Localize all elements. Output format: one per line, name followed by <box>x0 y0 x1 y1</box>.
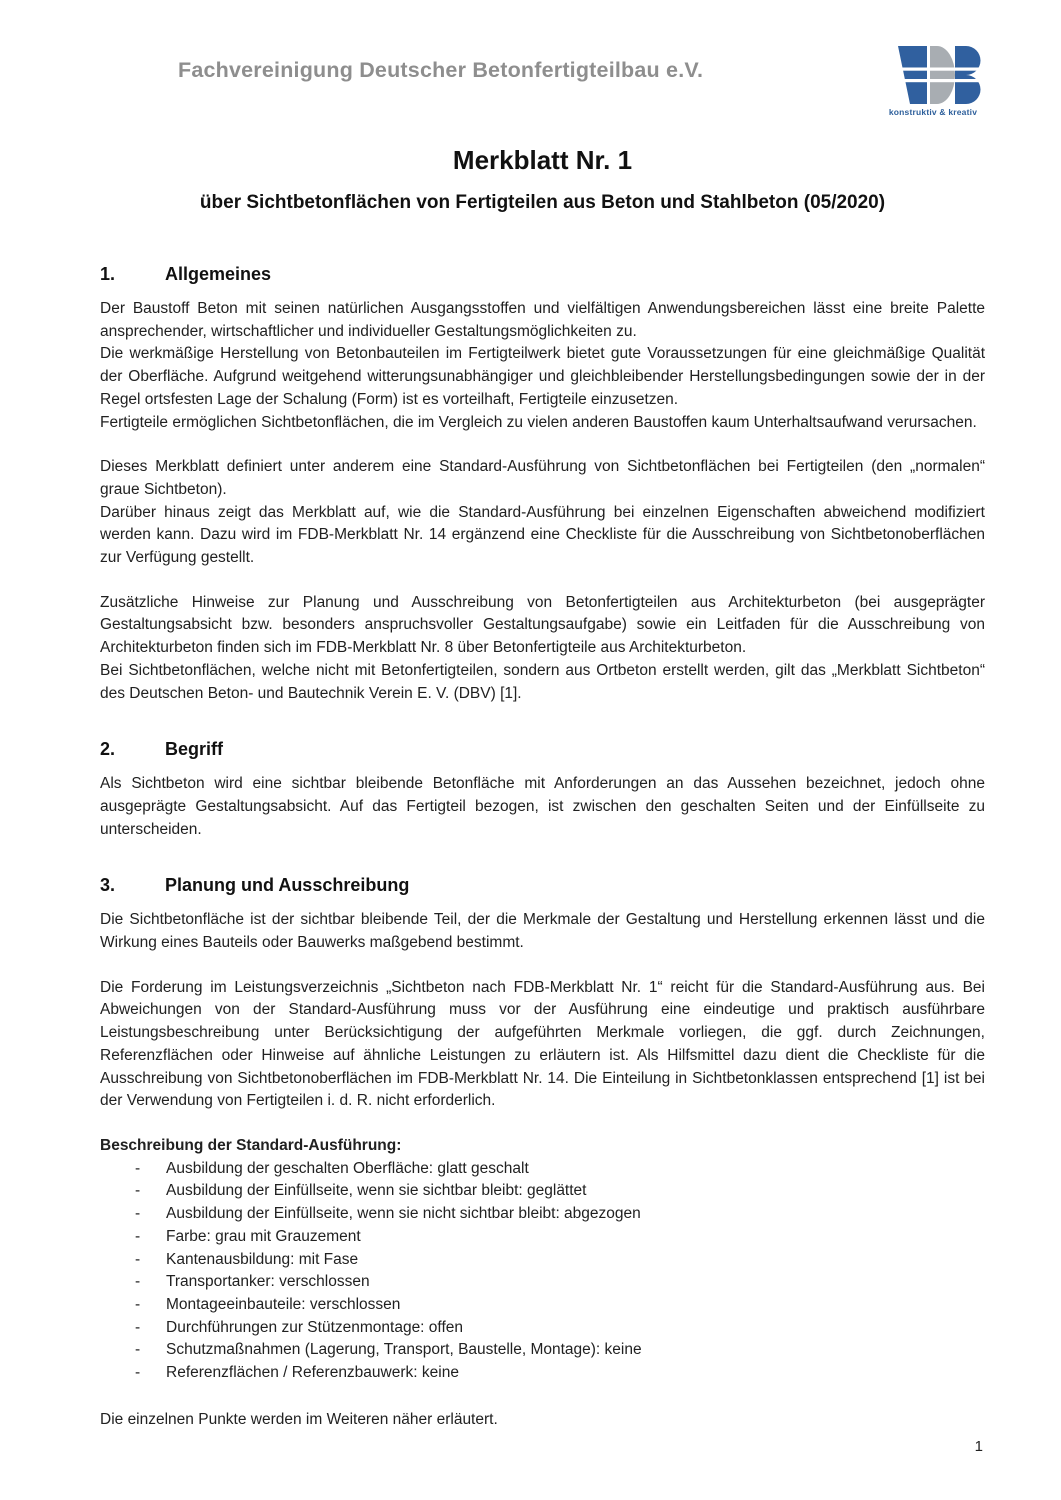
list-item <box>100 1158 985 1181</box>
section-1-title: Allgemeines <box>165 264 272 284</box>
list-item <box>100 1362 985 1385</box>
paragraph: Fertigteile ermöglichen Sichtbetonflächen, die im Vergleich zu vielen anderen Baustoffen kaum Unterhaltsaufwand verursachen. <box>100 413 977 431</box>
standard-execution-list <box>100 1158 985 1385</box>
section-1-body <box>100 298 985 705</box>
dash-bullet: - <box>135 1295 141 1313</box>
section-2-number: 2. <box>100 739 116 760</box>
list-item <box>100 1180 985 1203</box>
section-2-body <box>100 773 985 841</box>
logo-tagline: konstruktiv & kreativ <box>888 107 978 117</box>
list-item-text: Referenzflächen / Referenzbauwerk: keine <box>166 1364 459 1382</box>
paragraph: Die Sichtbetonfläche ist der sichtbar bleibende Teil, der die Merkmale der Gestaltung und Herstellung erkennen lässt und die Wirkung eines Bauteils oder Bauwerks maßgebend bestimmt. <box>100 911 985 952</box>
section-2-heading <box>100 739 985 760</box>
paragraph: Der Baustoff Beton mit seinen natürlichen Ausgangsstoffen und vielfältigen Anwendungsbereichen lässt eine breite Palette ansprechender, wirtschaftlicher und individueller Gestaltungsmöglichkeiten zu. <box>100 300 985 340</box>
list-item-text: Ausbildung der Einfüllseite, wenn sie sichtbar bleibt: geglättet <box>166 1182 587 1200</box>
list-item-text: Schutzmaßnahmen (Lagerung, Transport, Baustelle, Montage): keine <box>166 1341 642 1359</box>
paragraph: Darüber hinaus zeigt das Merkblatt auf, wie die Standard-Ausführung bei einzelnen Eigenschaften abweichend modifiziert werden kann. Dazu wird im FDB-Merkblatt Nr. 14 ergänzend eine Checkliste für die Ausschreibung von Sichtbetonoberflächen zur Verfügung gestellt. <box>100 503 985 567</box>
dash-bullet: - <box>135 1159 141 1177</box>
section-3-body <box>100 909 985 1431</box>
document-subtitle: über Sichtbetonflächen von Fertigteilen aus Beton und Stahlbeton (05/2020) <box>199 192 886 213</box>
list-item-text: Transportanker: verschlossen <box>166 1273 370 1291</box>
paragraph: Die Forderung im Leistungsverzeichnis „Sichtbeton nach FDB-Merkblatt Nr. 1“ reicht für die Standard-Ausführung aus. Bei Abweichungen von der Standard-Ausführung muss vor der Ausführung eine eindeutige und praktisch ausführbare Leistungsbeschreibung unter Berücksichtigung der aufgeführten Merkmale vorliegen, die ggf. durch Zeichnungen, Referenzflächen oder Hinweise auf ähnliche Leistungen zu erläutern ist. Als Hilfsmittel dazu dient die Checkliste für die Ausschreibung von Sichtbetonoberflächen im FDB-Merkblatt Nr. 14. Die Einteilung in Sichtbetonklassen entsprechend [1] ist bei der Verwendung von Fertigteilen i. d. R. nicht erforderlich. <box>100 978 985 1110</box>
list-item <box>100 1249 985 1272</box>
section-1-heading <box>100 264 985 285</box>
dash-bullet: - <box>135 1364 141 1382</box>
fdb-logo-icon <box>883 46 983 104</box>
list-item-text: Farbe: grau mit Grauzement <box>166 1227 361 1245</box>
association-name: Fachvereinigung Deutscher Betonfertigteilbau e.V. <box>178 58 704 82</box>
fdb-logo <box>881 46 985 117</box>
list-item-text: Ausbildung der Einfüllseite, wenn sie nicht sichtbar bleibt: abgezogen <box>166 1205 641 1223</box>
paragraph: Dieses Merkblatt definiert unter anderem eine Standard-Ausführung von Sichtbetonflächen bei Fertigteilen (den „normalen“ graue Sichtbeton). <box>100 458 985 498</box>
list-item <box>100 1294 985 1317</box>
paragraph: Zusätzliche Hinweise zur Planung und Ausschreibung von Betonfertigteilen aus Architekturbeton (bei ausgeprägter Gestaltungsabsicht bzw. besonders anspruchsvoller Gestaltungsaufgabe) sowie ein Leitfaden für die Ausschreibung von Architekturbeton finden sich im FDB-Merkblatt Nr. 8 über Betonfertigteile aus Architekturbeton. <box>100 593 985 657</box>
list-item <box>100 1203 985 1226</box>
dash-bullet: - <box>135 1273 141 1291</box>
dash-bullet: - <box>135 1227 141 1245</box>
list-item-text: Ausbildung der geschalten Oberfläche: glatt geschalt <box>166 1159 529 1177</box>
list-item-text: Kantenausbildung: mit Fase <box>166 1250 359 1268</box>
page-header <box>100 46 985 117</box>
dash-bullet: - <box>135 1250 141 1268</box>
dash-bullet: - <box>135 1182 141 1200</box>
section-1-number: 1. <box>100 264 116 284</box>
paragraph: Als Sichtbeton wird eine sichtbar bleibende Betonfläche mit Anforderungen an das Aussehen bezeichnet, jedoch ohne ausgeprägte Gestaltungsabsicht. Auf das Fertigteil bezogen, ist zwischen den geschalten Seiten und der Einfüllseite zu unterscheiden. <box>100 775 985 838</box>
list-item <box>100 1226 985 1249</box>
standard-execution-list-title: Beschreibung der Standard-Ausführung: <box>100 1136 402 1154</box>
section-3-title: Planung und Ausschreibung <box>165 875 410 896</box>
paragraph: Die werkmäßige Herstellung von Betonbauteilen im Fertigteilwerk bietet gute Voraussetzungen für eine gleichmäßige Qualität der Oberfläche. Aufgrund weitgehend witterungsunabhängiger und gleichbleibender Herstellungsbedingungen sowie der in der Regel ortsfesten Lage der Schalung (Form) ist es vorteilhaft, Fertigteile einzusetzen. <box>100 345 985 408</box>
list-item-text: Montageeinbauteile: verschlossen <box>166 1295 401 1313</box>
list-item <box>100 1271 985 1294</box>
section-3-number: 3. <box>100 875 116 896</box>
paragraph: Bei Sichtbetonflächen, welche nicht mit Betonfertigteilen, sondern aus Ortbeton erstellt werden, gilt das „Merkblatt Sichtbeton“ des Deutschen Beton- und Bautechnik Verein E. V. (DBV) [1]. <box>100 661 985 702</box>
list-item-text: Durchführungen zur Stützenmontage: offen <box>166 1318 463 1336</box>
dash-bullet: - <box>135 1205 141 1223</box>
list-item <box>100 1317 985 1340</box>
dash-bullet: - <box>135 1341 141 1359</box>
closing-note: Die einzelnen Punkte werden im Weiteren näher erläutert. <box>100 1410 498 1428</box>
document-title: Merkblatt Nr. 1 <box>452 145 633 175</box>
section-3-heading <box>100 875 985 896</box>
section-2-title: Begriff <box>165 739 223 760</box>
list-item <box>100 1339 985 1362</box>
page-number: 1 <box>974 1438 983 1455</box>
dash-bullet: - <box>135 1318 141 1336</box>
